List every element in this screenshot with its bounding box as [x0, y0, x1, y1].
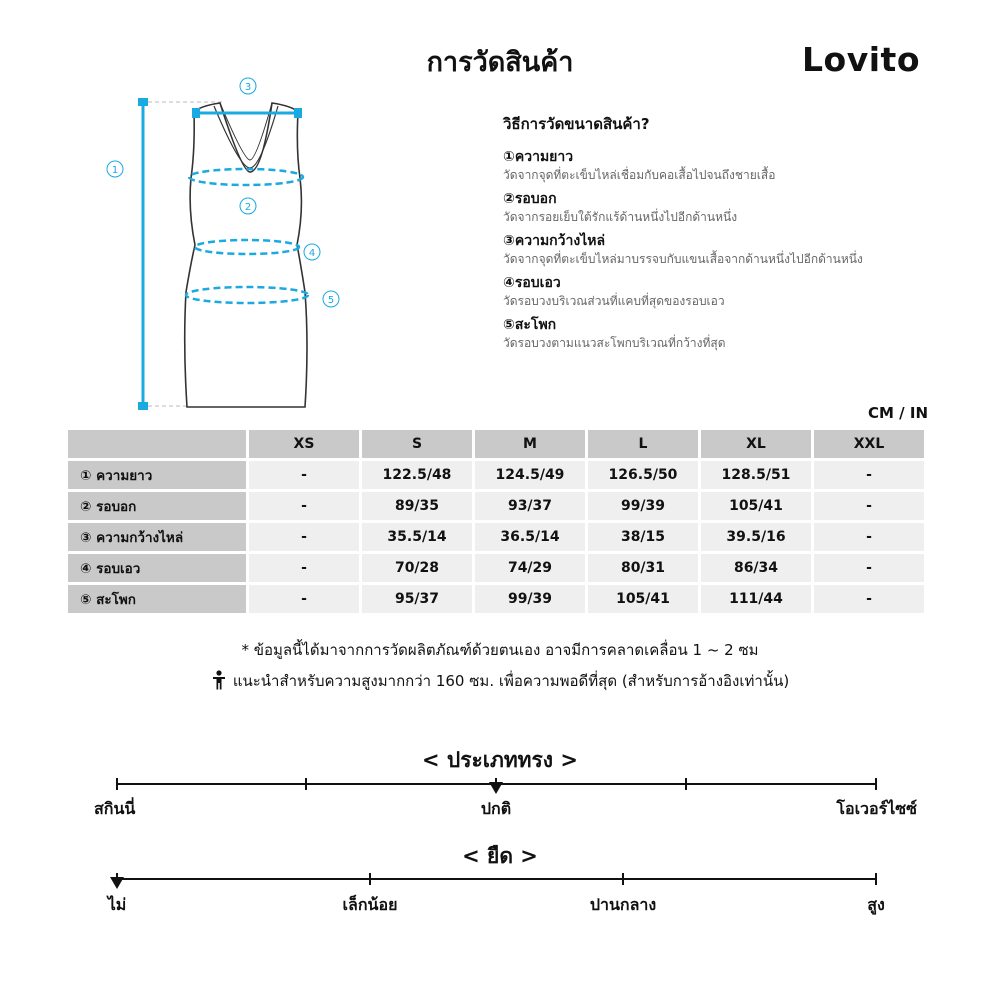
table-header-cell: S [362, 430, 472, 458]
table-header-cell: M [475, 430, 585, 458]
guide-item-bust [503, 189, 943, 226]
table-header-cell [68, 430, 246, 458]
label-waist: 4 [308, 248, 316, 259]
table-header-cell: XXL [814, 430, 924, 458]
table-cell: 39.5/16 [701, 523, 811, 551]
table-cell: 122.5/48 [362, 461, 472, 489]
dress-diagram [95, 70, 355, 415]
fit-scale-title: < ประเภททรง > [422, 748, 578, 772]
table-cell: 86/34 [701, 554, 811, 582]
table-cell: 80/31 [588, 554, 698, 582]
table-cell: 124.5/49 [475, 461, 585, 489]
guide-item-desc: วัดจากจุดที่ตะเข็บไหล่เชื่อมกับคอเสื้อไปจนถึงชายเสื้อ [503, 168, 776, 182]
stretch-scale-bar [0, 870, 1000, 892]
table-cell: 105/41 [588, 585, 698, 613]
table-row [68, 585, 924, 613]
table-cell: 105/41 [701, 492, 811, 520]
table-row [68, 554, 924, 582]
table-row [68, 461, 924, 489]
size-table [65, 427, 927, 616]
stretch-label-slight: เล็กน้อย [342, 895, 398, 914]
table-header-cell: XS [249, 430, 359, 458]
guide-item-desc: วัดจากจุดที่ตะเข็บไหล่มาบรรจบกับแขนเสื้อจากด้านหนึ่งไปอีกด้านหนึ่ง [503, 252, 863, 266]
table-header-cell: XL [701, 430, 811, 458]
fit-label-skinny: สกินนี่ [94, 799, 136, 818]
table-header-cell: L [588, 430, 698, 458]
table-cell: - [249, 585, 359, 613]
disclaimer-note: * ข้อมูลนี้ได้มาจากการวัดผลิตภัณฑ์ด้วยตนเอง อาจมีการคลาดเคลื่อน 1 ~ 2 ซม [241, 641, 759, 659]
guide-item-name: ③ความกว้างไหล่ [503, 233, 606, 249]
table-cell: - [814, 523, 924, 551]
table-cell: 38/15 [588, 523, 698, 551]
table-cell: 111/44 [701, 585, 811, 613]
row-label: ② รอบอก [68, 492, 246, 520]
fit-label-oversize: โอเวอร์ไซซ์ [836, 799, 917, 818]
guide-item-desc: วัดรอบวงตามแนวสะโพกบริเวณที่กว้างที่สุด [503, 336, 726, 350]
table-cell: 35.5/14 [362, 523, 472, 551]
guide-item-desc: วัดจากรอยเย็บใต้รักแร้ด้านหนึ่งไปอีกด้านหนึ่ง [503, 210, 738, 224]
table-row [68, 492, 924, 520]
fit-label-regular: ปกติ [480, 799, 512, 818]
label-hip: 5 [327, 295, 335, 306]
guide-item-desc: วัดรอบวงบริเวณส่วนที่แคบที่สุดของรอบเอว [503, 294, 725, 308]
table-cell: - [249, 492, 359, 520]
table-cell: 99/39 [475, 585, 585, 613]
row-label: ④ รอบเอว [68, 554, 246, 582]
table-cell: 99/39 [588, 492, 698, 520]
fit-indicator-marker [489, 782, 503, 794]
guide-heading: วิธีการวัดขนาดสินค้า? [503, 115, 650, 133]
height-note: แนะนำสำหรับความสูงมากกว่า 160 ซม. เพื่อความพอดีที่สุด (สำหรับการอ้างอิงเท่านั้น) [232, 672, 790, 690]
person-icon [211, 670, 227, 690]
guide-item-shoulder [503, 231, 943, 268]
table-cell: 74/29 [475, 554, 585, 582]
stretch-label-medium: ปานกลาง [589, 895, 657, 914]
table-cell: - [249, 523, 359, 551]
row-label: ③ ความกว้างไหล่ [68, 523, 246, 551]
table-header-row [68, 430, 924, 458]
table-cell: - [814, 585, 924, 613]
measurement-guide [503, 112, 943, 357]
table-cell: - [249, 554, 359, 582]
brand-logo: Lovito [802, 40, 920, 79]
table-cell: 70/28 [362, 554, 472, 582]
guide-item-length [503, 147, 943, 184]
table-cell: 128.5/51 [701, 461, 811, 489]
stretch-scale-title: < ยืด > [462, 844, 538, 868]
table-cell: - [814, 492, 924, 520]
table-row [68, 523, 924, 551]
table-cell: - [249, 461, 359, 489]
guide-item-name: ④รอบเอว [503, 275, 561, 291]
table-cell: 126.5/50 [588, 461, 698, 489]
row-label: ⑤ สะโพก [68, 585, 246, 613]
row-label: ① ความยาว [68, 461, 246, 489]
table-cell: - [814, 461, 924, 489]
table-cell: 89/35 [362, 492, 472, 520]
dress-outline [185, 103, 307, 407]
table-cell: 93/37 [475, 492, 585, 520]
label-shoulder: 3 [244, 82, 252, 93]
guide-item-waist [503, 273, 943, 310]
table-cell: - [814, 554, 924, 582]
label-length: 1 [111, 165, 119, 176]
stretch-indicator-marker [110, 877, 124, 889]
guide-item-name: ②รอบอก [503, 191, 557, 207]
table-cell: 36.5/14 [475, 523, 585, 551]
guide-item-name: ①ความยาว [503, 149, 574, 165]
fit-scale-bar [0, 775, 1000, 797]
guide-item-name: ⑤สะโพก [503, 317, 557, 333]
stretch-label-high: สูง [867, 895, 885, 914]
label-bust: 2 [244, 202, 252, 213]
height-note-row [0, 669, 1000, 693]
unit-label: CM / IN [868, 404, 928, 422]
table-cell: 95/37 [362, 585, 472, 613]
stretch-label-none: ไม่ [107, 895, 127, 914]
page-title: การวัดสินค้า [426, 47, 574, 78]
guide-item-hip [503, 315, 943, 352]
